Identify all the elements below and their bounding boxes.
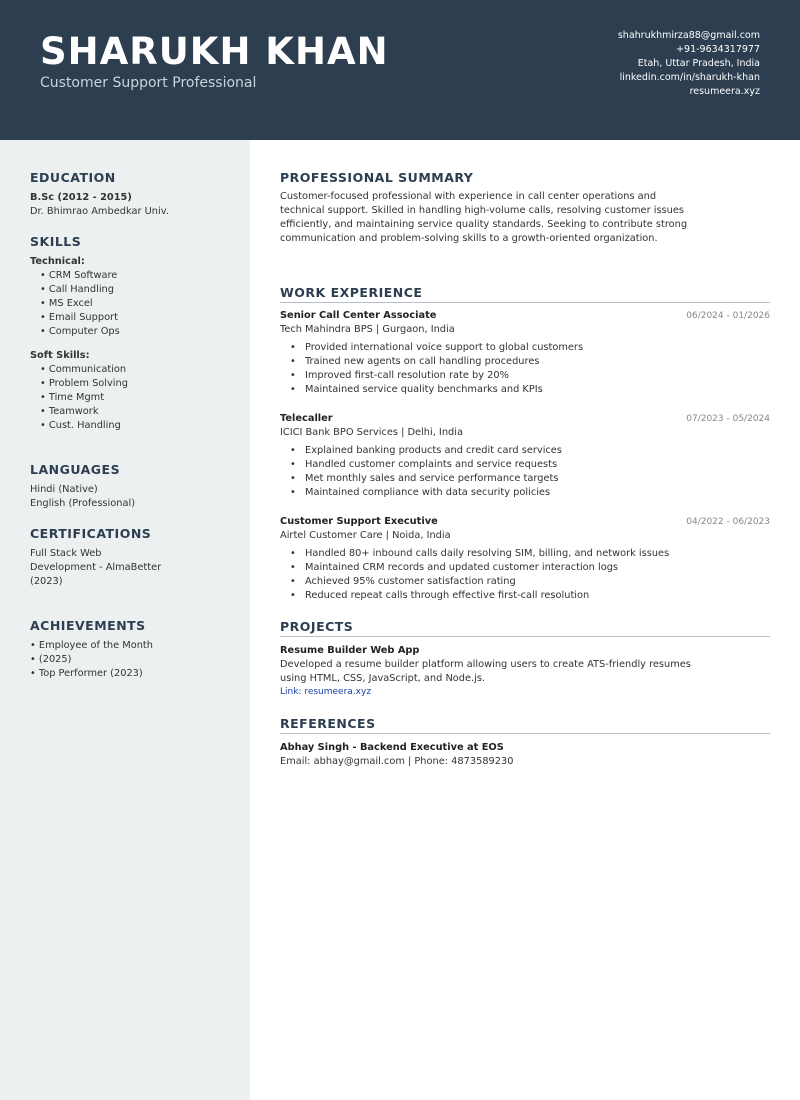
technical-skills-label: Technical: [30,256,85,267]
job-title: Senior Call Center Associate [280,310,437,321]
list-item: • Maintained compliance with data security policies [305,486,770,500]
technical-skills-list [30,269,230,339]
languages-section [30,462,230,511]
education-degree: B.Sc (2012 - 2015) [30,192,132,203]
education-section [30,170,230,219]
achievements-heading: ACHIEVEMENTS [30,618,146,633]
list-item: • Provided international voice support to global customers [305,341,770,355]
list-item: • Call Handling [40,283,230,297]
job-bullets [280,547,770,603]
list-item: • MS Excel [40,297,230,311]
education-heading: EDUCATION [30,170,116,185]
list-item: • Communication [40,363,230,377]
languages-heading: LANGUAGES [30,462,121,477]
list-item: • Maintained CRM records and updated customer interaction logs [305,561,770,575]
job-date: 04/2022 - 06/2023 [686,517,770,527]
projects-heading: PROJECTS [280,619,770,637]
achievement-item: • Top Performer (2023) [30,668,143,679]
list-item: • Explained banking products and credit card services [305,444,770,458]
certification-line: (2023) [30,576,63,587]
certification-line: Development - AlmaBetter [30,562,162,573]
projects-section [280,619,770,699]
contact-linkedin[interactable]: linkedin.com/in/sharukh-khan [619,72,760,83]
job-bullets [280,341,770,397]
job-entry [280,412,770,500]
achievement-item: • (2025) [30,654,72,665]
education-school: Dr. Bhimrao Ambedkar Univ. [30,206,169,217]
references-section [280,716,770,769]
candidate-title: Customer Support Professional [40,75,257,91]
summary-section [280,170,770,246]
list-item: • Maintained service quality benchmarks and KPIs [305,383,770,397]
list-item: • Computer Ops [40,325,230,339]
list-item: • Problem Solving [40,377,230,391]
project-description: Developed a resume builder platform allowing users to create ATS-friendly resumes using HTML, CSS, JavaScript, and Node.js. [280,659,691,684]
job-company: Tech Mahindra BPS | Gurgaon, India [280,324,455,335]
contact-info [618,29,760,99]
certification-line: Full Stack Web [30,548,102,559]
project-link[interactable]: Link: resumeera.xyz [280,687,372,697]
job-date: 07/2023 - 05/2024 [686,414,770,424]
list-item: • Reduced repeat calls through effective first-call resolution [305,589,770,603]
sidebar [0,140,250,1100]
references-heading: REFERENCES [280,716,770,734]
soft-skills-list [30,363,230,433]
list-item: • Improved first-call resolution rate by 20% [305,369,770,383]
job-entry [280,515,770,603]
job-entry [280,309,770,397]
list-item: • Email Support [40,311,230,325]
contact-phone[interactable]: +91-9634317977 [676,44,760,55]
list-item: • Achieved 95% customer satisfaction rating [305,575,770,589]
skills-section [30,234,230,433]
language-item: Hindi (Native) [30,484,98,495]
resume-header [0,0,800,140]
certifications-heading: CERTIFICATIONS [30,526,152,541]
list-item: • Cust. Handling [40,419,230,433]
job-title: Telecaller [280,413,333,424]
list-item: • Time Mgmt [40,391,230,405]
job-bullets [280,444,770,500]
reference-name: Abhay Singh - Backend Executive at EOS [280,742,504,753]
experience-section [280,285,770,601]
job-date: 06/2024 - 01/2026 [686,311,770,321]
contact-location: Etah, Uttar Pradesh, India [637,58,760,69]
soft-skills-label: Soft Skills: [30,350,90,361]
summary-heading: PROFESSIONAL SUMMARY [280,170,474,185]
job-company: Airtel Customer Care | Noida, India [280,530,451,541]
list-item: • Met monthly sales and service performance targets [305,472,770,486]
contact-website[interactable]: resumeera.xyz [689,86,760,97]
reference-contact: Email: abhay@gmail.com | Phone: 4873589230 [280,756,514,767]
list-item: • Handled customer complaints and service requests [305,458,770,472]
achievement-item: • Employee of the Month [30,640,153,651]
project-title: Resume Builder Web App [280,645,420,656]
list-item: • Handled 80+ inbound calls daily resolving SIM, billing, and network issues [305,547,770,561]
candidate-name: SHARUKH KHAN [40,30,389,73]
contact-email[interactable]: shahrukhmirza88@gmail.com [617,30,760,41]
experience-heading: WORK EXPERIENCE [280,285,770,303]
job-company: ICICI Bank BPO Services | Delhi, India [280,427,463,438]
job-title: Customer Support Executive [280,516,438,527]
achievements-section [30,618,230,681]
certifications-section [30,526,230,589]
list-item: • CRM Software [40,269,230,283]
skills-heading: SKILLS [30,234,82,249]
list-item: • Trained new agents on call handling procedures [305,355,770,369]
list-item: • Teamwork [40,405,230,419]
summary-text: Customer-focused professional with experience in call center operations and technical support. Skilled in handling high-volume calls, resolving customer issues efficiently, and maintaining service quality standards. Seeking to contribute strong communication and problem-solving skills to a growth-oriented organization. [280,191,688,244]
language-item: English (Professional) [30,498,136,509]
